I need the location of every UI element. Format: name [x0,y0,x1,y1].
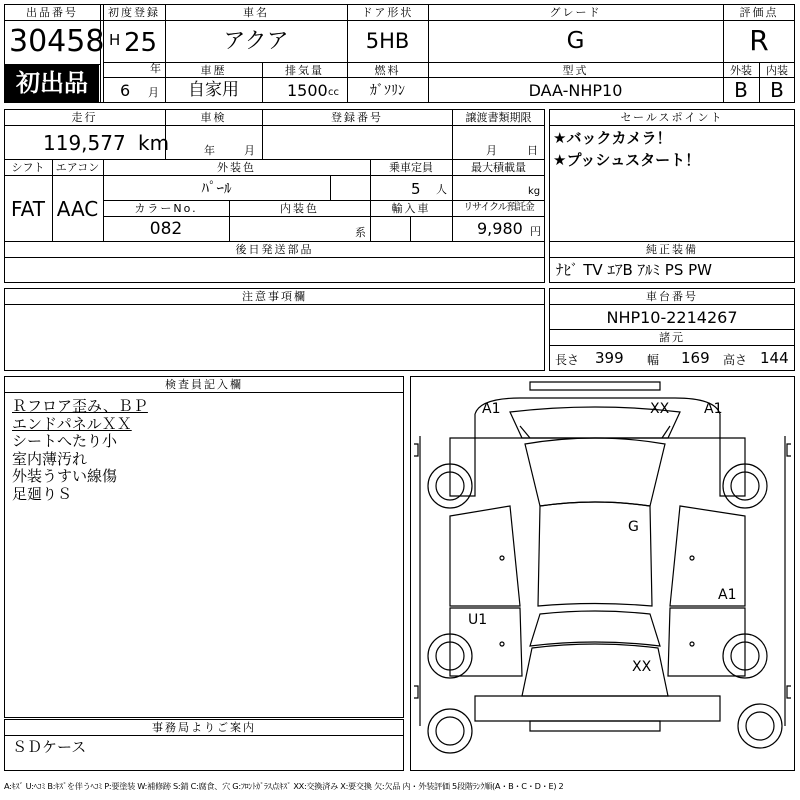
history-label: 車歴 [200,64,227,77]
ext-score: B [734,78,748,102]
ext-color-value: ﾊﾟｰﾙ [201,179,232,197]
mileage-label: 走行 [71,111,98,124]
inspector-line: Ｒフロア歪み、ＢＰ [12,397,148,415]
capacity-value: 5 [411,180,421,198]
inspection-label: 車検 [200,111,227,124]
max-load-label: 最大積載量 [471,161,526,174]
length-label: 長さ [555,353,580,367]
width-value: 169 [681,349,710,367]
length-value: 399 [595,349,624,367]
specs-label: 諸元 [659,331,685,344]
displacement-value: 1500 [287,81,328,100]
first-reg-label: 初度登録 [108,6,160,19]
later-parts-label: 後日発送部品 [235,243,314,256]
inspection-month-unit: 月 [244,144,255,157]
legend: A:ｷｽﾞ U:ﾍｺﾐ B:ｷｽﾞを伴うﾍｺﾐ P:要塗装 W:補修跡 S:錆 C:腐食、穴 G:ﾌﾛﾝﾄｶﾞﾗｽ点ｷｽﾞ XX:交換済み X:要交換 欠:欠品 内・外装評価 5段階ﾗﾝｸ順(A・B・C・D・E) 2 [4,781,564,791]
inspector-line: エンドパネルＸＸ [12,414,132,433]
model-value: DAA-NHP10 [528,81,623,100]
first-reg-year: 25 [124,28,158,58]
reg-number-label: 登録番号 [331,111,383,124]
model-label: 型式 [562,64,589,77]
office-label: 事務局よりご案内 [152,721,256,734]
capacity-unit: 人 [436,183,447,196]
car-diagram-svg [410,376,795,771]
era: H [109,31,121,49]
car-name-label: 車名 [243,6,269,19]
max-load-unit: kg [528,186,541,197]
mark-a1-front-left: A1 [482,401,501,417]
mileage-unit: km [138,131,170,155]
score-label: 評価点 [739,6,779,19]
inspector-line: 室内薄汚れ [12,449,88,468]
mark-u1-rear-left: U1 [468,612,488,628]
month-unit: 月 [148,86,159,99]
mark-g-windshield: G [628,519,639,535]
shift-value: FAT [10,197,45,221]
int-color-unit: 系 [355,226,366,239]
color-no-value: 082 [149,219,183,239]
color-no-label: カラーNo. [134,202,198,215]
mark-a1-side: A1 [718,587,737,603]
int-score-label: 内装 [766,64,788,77]
score-value: R [749,24,769,57]
chassis-label: 車台番号 [646,290,698,303]
shift-label: シフト [11,161,45,174]
width-label: 幅 [647,353,660,367]
equipment-value: ﾅﾋﾞ TV ｴｱB ｱﾙﾐ PS PW [556,261,712,279]
sales-point-item: ★プッシュスタート！ [553,151,701,169]
inspector-line: シートへたり小 [12,432,118,450]
transfer-month-unit: 月 [486,144,497,157]
year-unit: 年 [150,62,161,75]
aircon-label: エアコン [55,161,100,174]
recycle-label: リサイクル預託金 [463,202,534,213]
fuel-value: ｶﾞｿﾘﾝ [370,83,405,99]
inspector-label: 検査員記入欄 [165,378,243,391]
sales-point-item: ★バックカメラ！ [553,129,672,147]
equipment-label: 純正装備 [646,243,698,256]
mark-xx-rear: XX [632,659,652,675]
height-label: 高さ [723,353,748,367]
mark-xx-front: XX [650,401,670,417]
import-label: 輸入車 [391,202,431,215]
capacity-label: 乗車定員 [389,161,433,174]
notes-label: 注意事項欄 [242,290,307,303]
aircon-value: AAC [56,197,99,221]
recycle-value: 9,980 [477,219,523,238]
displacement-label: 排気量 [285,64,324,77]
ext-color-label: 外装色 [217,161,256,174]
sales-points-label: セールスポイント [620,111,724,124]
int-color-label: 内装色 [280,202,319,215]
displacement-unit: cc [328,87,339,98]
door-label: ドア形状 [361,6,414,19]
ext-score-label: 外装 [730,64,752,77]
fuel-label: 燃料 [374,64,401,77]
lot-number: 30458 [9,24,105,59]
chassis-number: NHP10-2214267 [606,308,738,327]
lot-number-label: 出品番号 [26,6,78,19]
car-name: アクア [223,29,289,54]
office-note: ＳＤケース [12,738,87,756]
height-value: 144 [760,349,789,367]
int-score: B [770,78,784,102]
grade-label: グレード [549,6,602,19]
transfer-day-unit: 日 [527,144,538,157]
inspection-year-unit: 年 [204,144,215,157]
inspector-line: 足廻りＳ [12,484,73,503]
first-listing-badge: 初出品 [5,65,99,102]
inspector-line: 外装うすい線傷 [12,467,118,485]
history-value: 自家用 [188,80,239,100]
mileage-value: 119,577 [43,131,126,155]
mark-a1-front-right: A1 [704,401,723,417]
recycle-unit: 円 [530,225,541,238]
door-type: 5HB [365,29,410,53]
first-reg-month: 6 [120,81,131,100]
transfer-docs-label: 譲渡書類期限 [465,111,532,124]
grade-value: G [566,28,585,54]
